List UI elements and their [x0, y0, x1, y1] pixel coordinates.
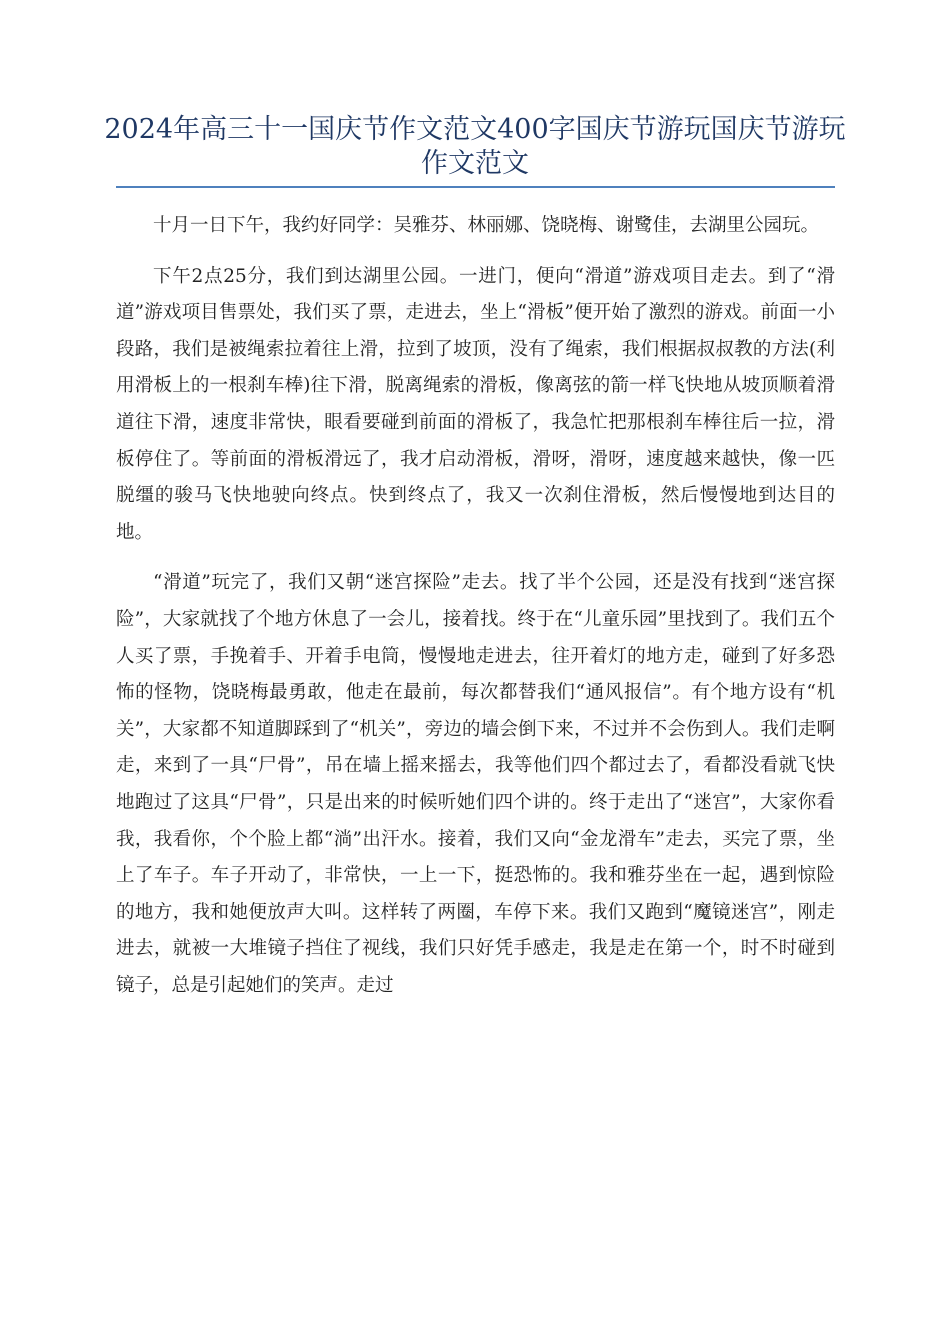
document-body [116, 208, 835, 1018]
paragraph-2: 下午2点25分，我们到达湖里公园。一进门，便向“滑道”游戏项目走去。到了“滑道”游戏项目售票处，我们买了票，走进去，坐上“滑板”便开始了激烈的游戏。前面一小段路，我们是被绳索拉着往上滑，拉到了坡顶，没有了绳索，我们根据叔叔教的方法(利用滑板上的一根刹车棒)往下滑，脱离绳索的滑板，像离弦的箭一样飞快地从坡顶顺着滑道往下滑，速度非常快，眼看要碰到前面的滑板了，我急忙把那根刹车棒往后一拉，滑板停住了。等前面的滑板滑远了，我才启动滑板，滑呀，滑呀，速度越来越快，像一匹脱缰的骏马飞快地驶向终点。快到终点了，我又一次刹住滑板，然后慢慢地到达目的地。 [116, 265, 835, 543]
document-title: 2024年高三十一国庆节作文范文400字国庆节游玩国庆节游玩作文范文 [104, 114, 846, 179]
paragraph-3: “滑道”玩完了，我们又朝“迷宫探险”走去。找了半个公园，还是没有找到“迷宫探险”，大家就找了个地方休息了一会儿，接着找。终于在“儿童乐园”里找到了。我们五个人买了票，手挽着手、开着手电筒，慢慢地走进去，往开着灯的地方走，碰到了好多恐怖的怪物，饶晓梅最勇敢，他走在最前，每次都替我们“通风报信”。有个地方设有“机关”，大家都不知道脚踩到了“机关”，旁边的墙会倒下来，不过并不会伤到人。我们走啊走，来到了一具“尸骨”，吊在墙上摇来摇去，我等他们四个都过去了，看都没看就飞快地跑过了这具“尸骨”，只是出来的时候听她们四个讲的。终于走出了“迷宫”，大家你看我，我看你，个个脸上都“淌”出汗水。接着，我们又向“金龙滑车”走去，买完了票，坐上了车子。车子开动了，非常快，一上一下，挺恐怖的。我和雅芬坐在一起，遇到惊险的地方，我和她便放声大叫。这样转了两圈，车停下来。我们又跑到“魔镜迷宫”，刚走进去，就被一大堆镜子挡住了视线，我们只好凭手感走，我是走在第一个，时不时碰到镜子，总是引起她们的笑声。走过 [116, 572, 835, 996]
title-divider [116, 186, 835, 188]
paragraph-1: 十月一日下午，我约好同学：吴雅芬、林丽娜、饶晓梅、谢鹭佳，去湖里公园玩。 [153, 215, 820, 236]
